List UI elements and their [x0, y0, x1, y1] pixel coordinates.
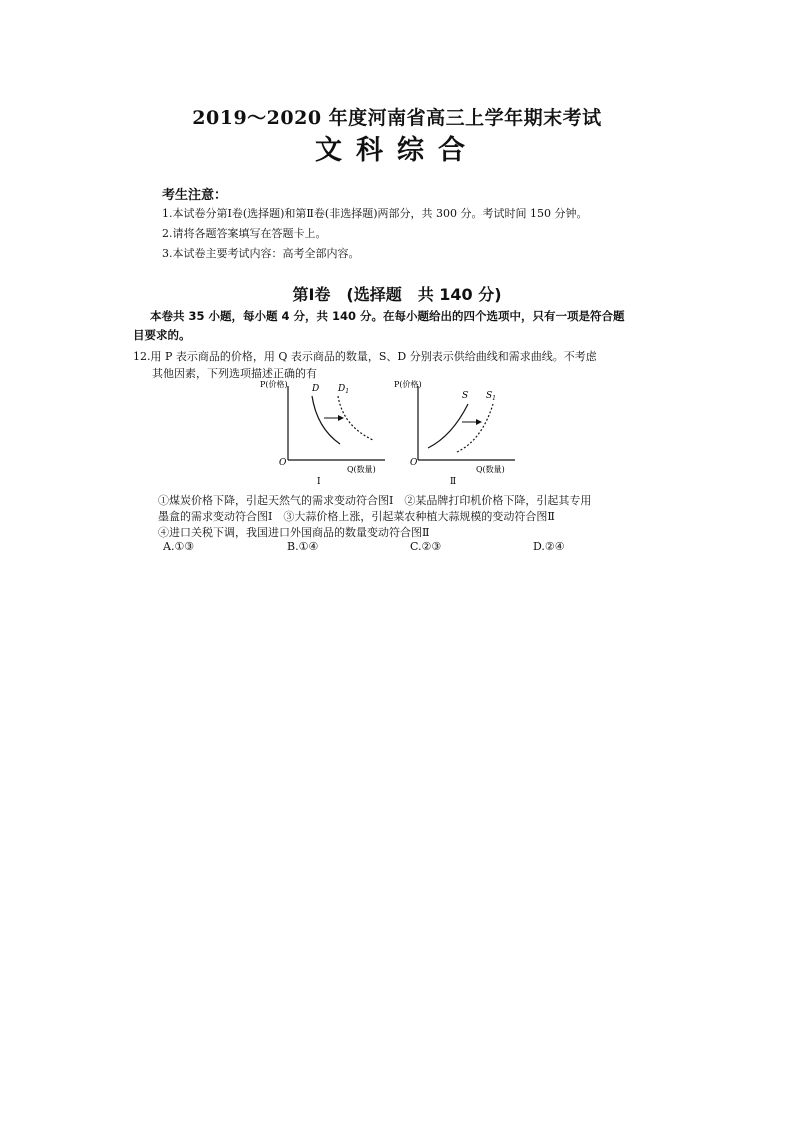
graph-caption: Ⅰ — [317, 477, 321, 487]
y-axis-label: P(价格) — [260, 380, 288, 389]
option-c: C.②③ — [410, 540, 442, 553]
option-b: B.①④ — [287, 540, 319, 553]
graph-caption: Ⅱ — [450, 477, 457, 487]
statement-line: ④进口关税下调，我国进口外国商品的数量变动符合图Ⅱ — [158, 526, 430, 539]
curve-label-s: S — [462, 391, 469, 401]
option-a: A.①③ — [163, 540, 195, 553]
x-axis-label: Q(数量) — [347, 465, 376, 474]
supply-curve-s — [428, 404, 468, 448]
origin-label: O — [279, 458, 287, 468]
question-stem: 其他因素，下列选项描述正确的有 — [152, 367, 317, 380]
supply-graph-2 — [390, 378, 530, 488]
statement-line: 墨盒的需求变动符合图Ⅰ ③大蒜价格上涨，引起菜农种植大蒜规模的变动符合图Ⅱ — [158, 510, 555, 523]
section-title: 第Ⅰ卷 (选择题 共 140 分) — [292, 285, 502, 304]
question-stem: 12.用 P 表示商品的价格，用 Q 表示商品的数量，S、D 分别表示供给曲线和需求曲线。不考虑 — [133, 350, 597, 363]
notice-item: 1.本试卷分第Ⅰ卷(选择题)和第Ⅱ卷(非选择题)两部分，共 300 分。考试时间 150 分钟。 — [162, 207, 588, 220]
demand-graph-1 — [255, 378, 395, 488]
y-axis-label: P(价格) — [394, 380, 422, 389]
supply-curve-s1 — [457, 404, 493, 452]
curve-label-d1: $D_1$ — [338, 384, 350, 395]
notice-item: 3.本试卷主要考试内容：高考全部内容。 — [162, 247, 360, 260]
subject-title: 文科综合 — [315, 135, 479, 166]
option-d: D.②④ — [533, 540, 565, 553]
exam-title: 2019～2020 年度河南省高三上学年期末考试 — [192, 107, 602, 129]
x-axis-label: Q(数量) — [476, 465, 505, 474]
notice-item: 2.请将各题答案填写在答题卡上。 — [162, 227, 327, 240]
demand-curve-d — [312, 396, 340, 444]
notice-heading: 考生注意： — [162, 188, 228, 203]
curve-label-s1: $S_1$ — [486, 391, 496, 402]
section-intro: 本卷共 35 小题，每小题 4 分，共 140 分。在每小题给出的四个选项中，只有一项是符合题 — [150, 309, 625, 323]
curve-label-d: D — [312, 384, 320, 394]
demand-curve-d1 — [338, 396, 373, 440]
statement-line: ①煤炭价格下降，引起天然气的需求变动符合图Ⅰ ②某品牌打印机价格下降，引起其专用 — [158, 494, 592, 507]
section-intro: 目要求的。 — [133, 328, 191, 342]
origin-label: O — [410, 458, 418, 468]
